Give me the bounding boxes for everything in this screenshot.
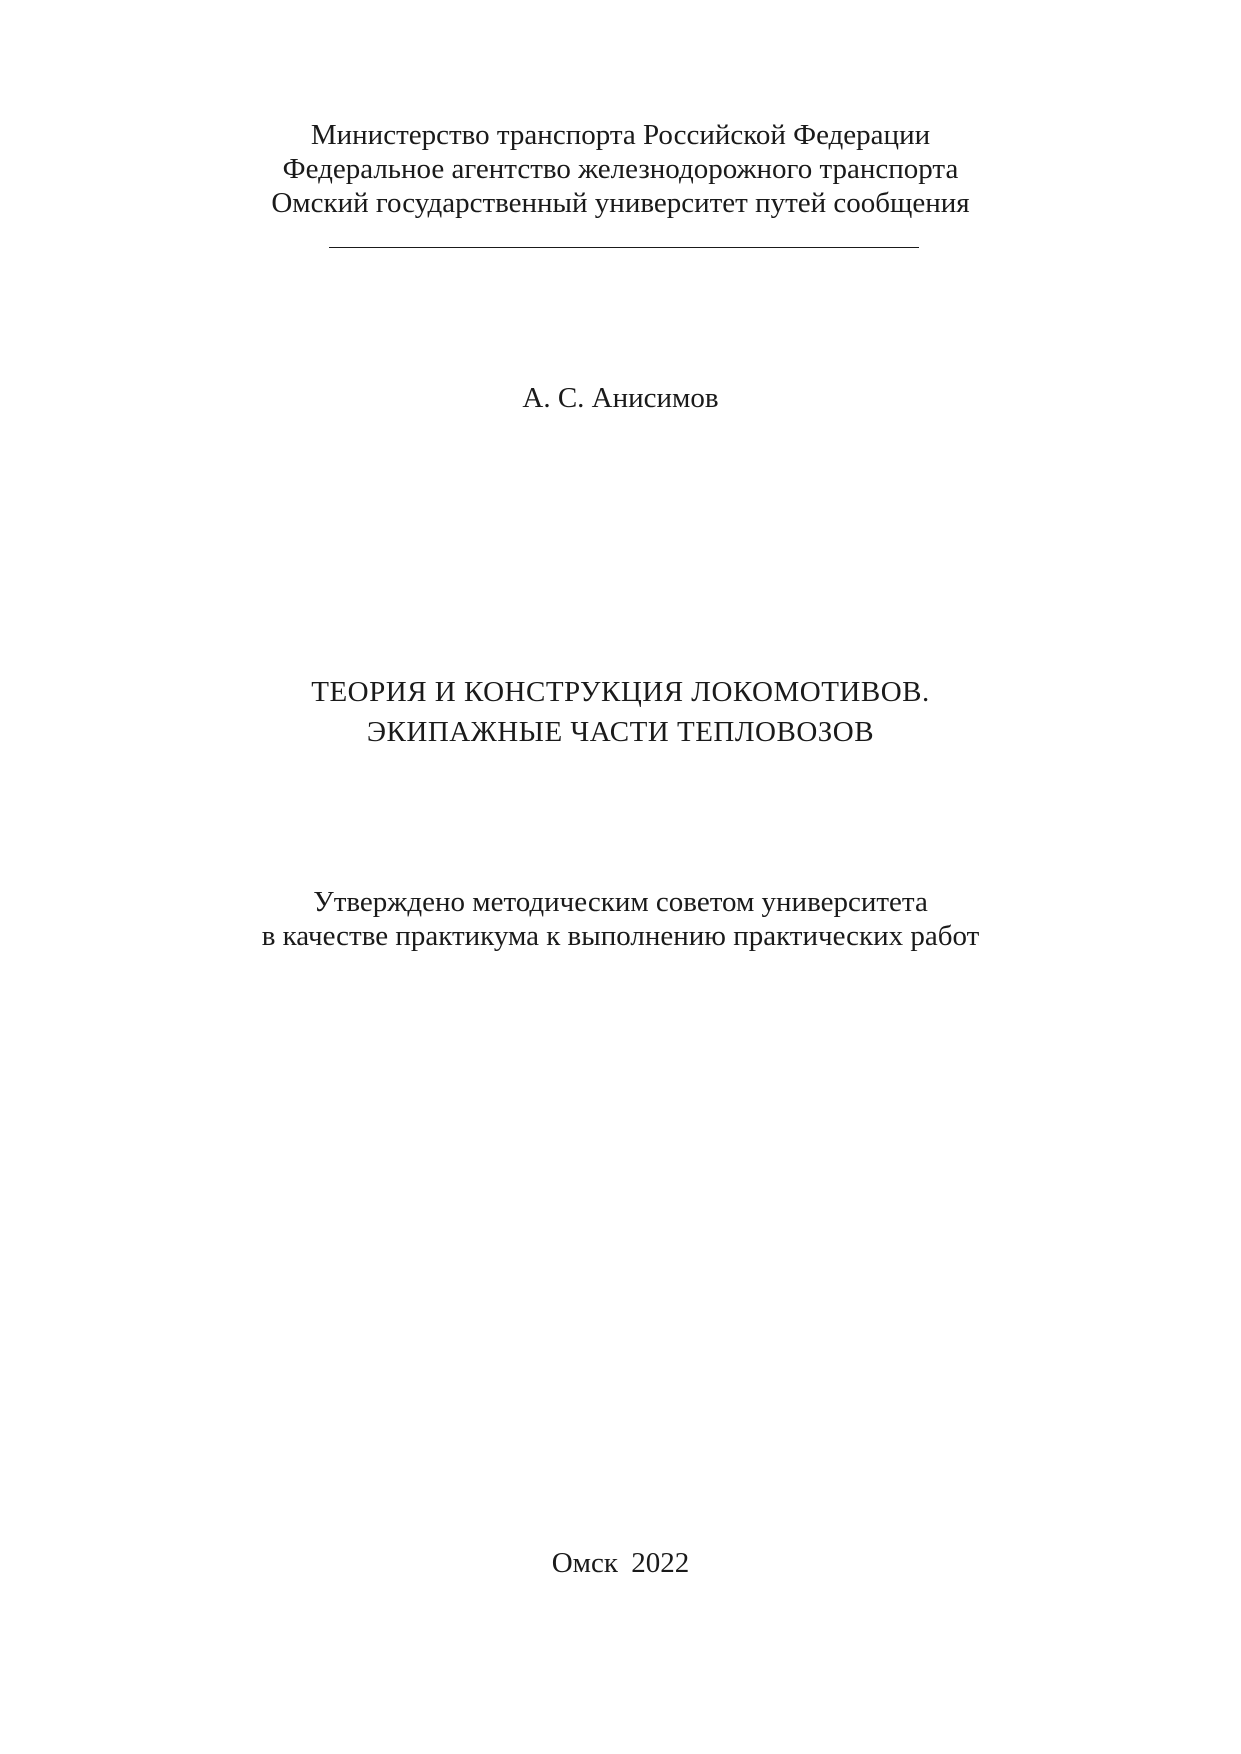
author-name: А. С. Анисимов	[522, 382, 719, 414]
ministry-name: Министерство транспорта Российской Федерации	[310, 119, 931, 151]
agency-name: Федеральное агентство железнодорожного транспорта	[282, 153, 959, 185]
approval-note-line-2: в качестве практикума к выполнению практических работ	[261, 920, 980, 952]
place-and-year: Омск 2022	[551, 1547, 690, 1579]
approval-note-line-1: Утверждено методическим советом университета	[313, 886, 928, 918]
document-title-line-2: ЭКИПАЖНЫЕ ЧАСТИ ТЕПЛОВОЗОВ	[366, 716, 875, 748]
header-divider	[329, 247, 919, 248]
document-title-line-1: ТЕОРИЯ И КОНСТРУКЦИЯ ЛОКОМОТИВОВ.	[311, 676, 930, 708]
university-name: Омский государственный университет путей сообщения	[271, 187, 970, 219]
